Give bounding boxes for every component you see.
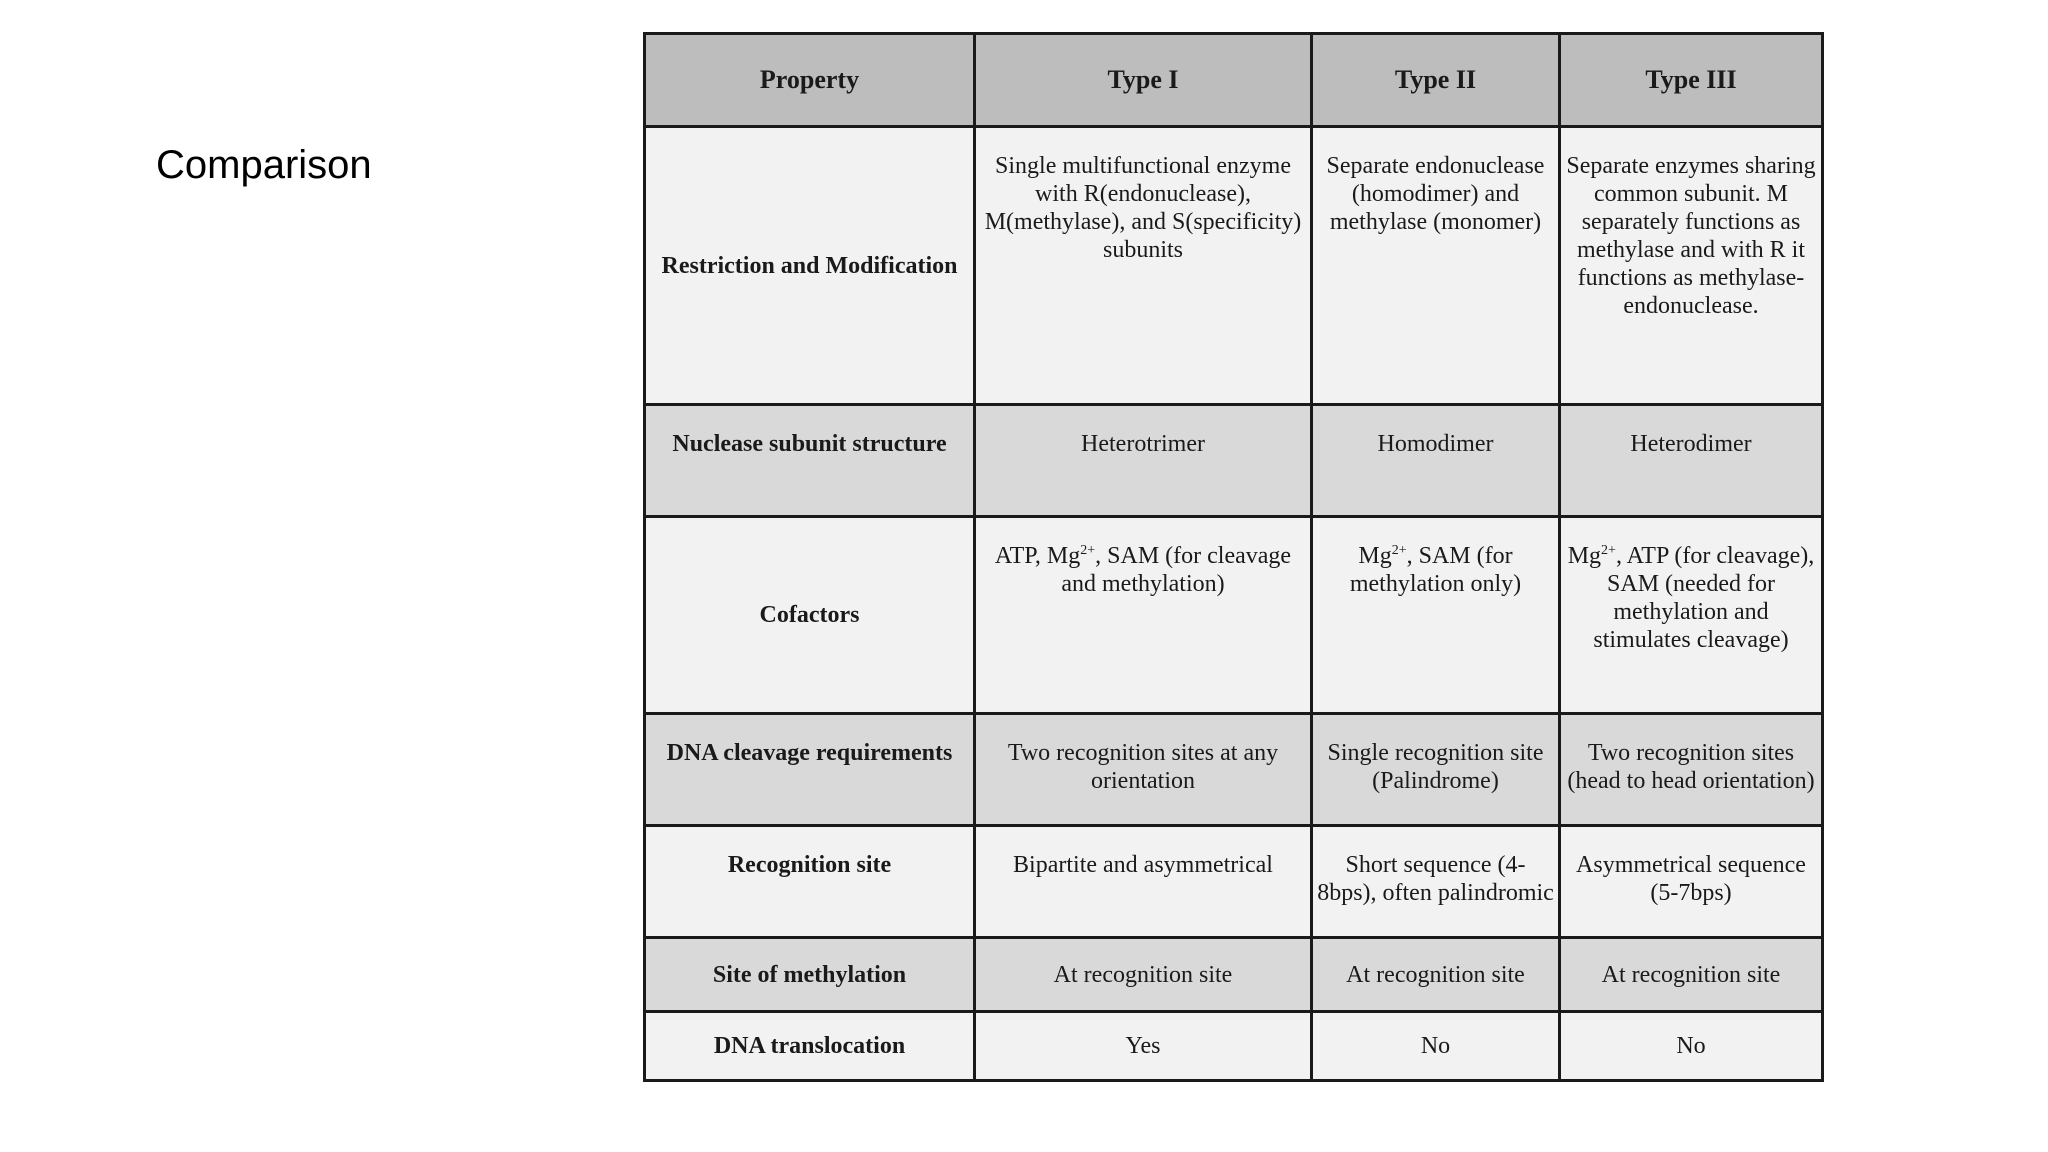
type2-cell: At recognition site — [1312, 938, 1560, 1012]
row-dna-cleavage-requirements — [645, 714, 1823, 826]
table-header-row — [645, 34, 1823, 127]
type2-cofactor-text: Mg — [1358, 543, 1392, 569]
type1-superscript: 2+ — [1080, 543, 1096, 558]
header-type-2: Type II — [1312, 34, 1560, 127]
type3-cofactor-text: Mg — [1567, 543, 1602, 569]
type3-cell: Heterodimer — [1560, 405, 1823, 517]
type3-cofactor-text-rest: , ATP (for cleavage), SAM (needed for methylation and stimulates cleavage) — [1593, 543, 1815, 653]
type1-cell: Bipartite and asymmetrical — [975, 826, 1312, 938]
slide-title: Comparison — [156, 143, 372, 187]
row-dna-translocation — [645, 1012, 1823, 1081]
header-type-3: Type III — [1560, 34, 1823, 127]
type2-cell: Homodimer — [1312, 405, 1560, 517]
type1-cell: Yes — [975, 1012, 1312, 1081]
property-cell: DNA cleavage requirements — [645, 714, 975, 826]
type2-superscript: 2+ — [1391, 543, 1407, 558]
type3-cell: Separate enzymes sharing common subunit. M separately functions as methylase and with R it functions as methylase-endonuclease. — [1560, 127, 1823, 405]
comparison-table — [643, 32, 1824, 1082]
type1-cell: Single multifunctional enzyme with R(endonuclease), M(methylase), and S(specificity) subunits — [975, 127, 1312, 405]
type3-superscript: 2+ — [1601, 543, 1616, 558]
property-cell: Site of methylation — [645, 938, 975, 1012]
type2-cell: No — [1312, 1012, 1560, 1081]
header-property: Property — [645, 34, 975, 127]
property-cell: Cofactors — [645, 517, 975, 714]
type2-cell: Short sequence (4-8bps), often palindromic — [1312, 826, 1560, 938]
property-cell: Recognition site — [645, 826, 975, 938]
property-cell: Nuclease subunit structure — [645, 405, 975, 517]
header-type-1: Type I — [975, 34, 1312, 127]
type2-cell: Single recognition site (Palindrome) — [1312, 714, 1560, 826]
type2-cofactor-text-rest: , SAM (for methylation only) — [1349, 543, 1522, 597]
type2-cell: Separate endonuclease (homodimer) and methylase (monomer) — [1312, 127, 1560, 405]
type1-cofactor-text: ATP, Mg — [994, 543, 1081, 569]
row-restriction-modification — [645, 127, 1823, 405]
type3-cell: At recognition site — [1560, 938, 1823, 1012]
type1-cell: Two recognition sites at any orientation — [975, 714, 1312, 826]
type3-cell — [1560, 517, 1823, 714]
property-cell: DNA translocation — [645, 1012, 975, 1081]
property-cell: Restriction and Modification — [645, 127, 975, 405]
type1-cell: Heterotrimer — [975, 405, 1312, 517]
row-recognition-site — [645, 826, 1823, 938]
row-cofactors — [645, 517, 1823, 714]
type2-cell — [1312, 517, 1560, 714]
type3-cell: Asymmetrical sequence (5-7bps) — [1560, 826, 1823, 938]
row-site-of-methylation — [645, 938, 1823, 1012]
type1-cell — [975, 517, 1312, 714]
type1-cofactor-text-rest: , SAM (for cleavage and methylation) — [1061, 543, 1292, 597]
row-nuclease-subunit-structure — [645, 405, 1823, 517]
type1-cell: At recognition site — [975, 938, 1312, 1012]
type3-cell: No — [1560, 1012, 1823, 1081]
type3-cell: Two recognition sites (head to head orientation) — [1560, 714, 1823, 826]
